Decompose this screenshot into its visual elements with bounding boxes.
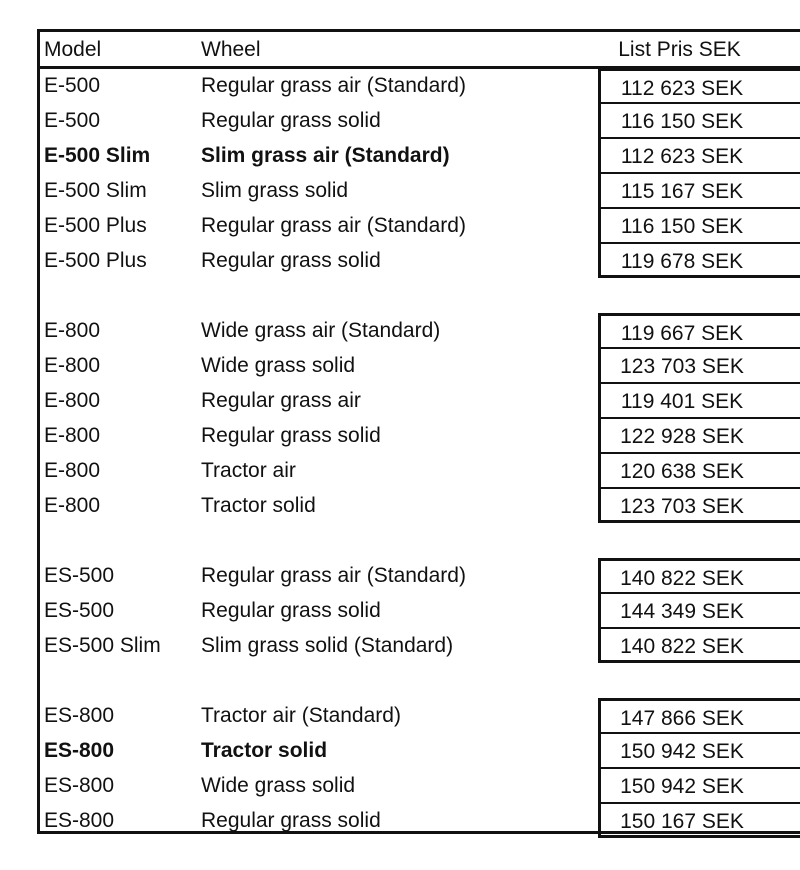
table-row — [40, 628, 800, 663]
wheel-cell: Regular grass air (Standard) — [201, 564, 466, 587]
table-row — [40, 208, 800, 243]
table-row — [40, 488, 800, 523]
wheel-cell: Slim grass solid — [201, 179, 349, 202]
model-cell: E-800 — [44, 424, 101, 447]
wheel-cell: Regular grass air (Standard) — [201, 74, 466, 97]
price-cell: 140 822 SEK — [598, 558, 800, 593]
table-row — [40, 138, 800, 173]
wheel-cell: Regular grass solid — [201, 109, 381, 132]
model-cell: ES-800 — [44, 739, 115, 762]
model-cell: E-800 — [44, 389, 101, 412]
wheel-cell: Regular grass solid — [201, 809, 381, 832]
header-model: Model — [44, 38, 102, 61]
table-row — [40, 243, 800, 278]
price-cell: 119 401 SEK — [598, 383, 800, 418]
price-cell: 150 167 SEK — [598, 803, 800, 838]
price-cell: 123 703 SEK — [598, 488, 800, 523]
model-cell: E-500 Slim — [44, 144, 151, 167]
price-cell: 147 866 SEK — [598, 698, 800, 733]
model-cell: ES-500 — [44, 564, 115, 587]
price-cell: 116 150 SEK — [598, 103, 800, 138]
header-price: List Pris SEK — [618, 38, 741, 61]
model-cell: ES-800 — [44, 809, 115, 832]
wheel-cell: Tractor air (Standard) — [201, 704, 401, 727]
wheel-cell: Regular grass solid — [201, 599, 381, 622]
model-cell: E-500 — [44, 74, 101, 97]
wheel-cell: Regular grass solid — [201, 249, 381, 272]
table-row — [40, 453, 800, 488]
wheel-cell: Tractor solid — [201, 494, 316, 517]
header-wheel: Wheel — [201, 38, 261, 61]
price-cell: 123 703 SEK — [598, 348, 800, 383]
table-row — [40, 418, 800, 453]
model-cell: E-500 Plus — [44, 214, 147, 237]
model-cell: E-800 — [44, 354, 101, 377]
price-cell: 140 822 SEK — [598, 628, 800, 663]
model-cell: E-800 — [44, 459, 101, 482]
price-cell: 115 167 SEK — [598, 173, 800, 208]
table-header-row — [40, 32, 800, 67]
price-cell: 119 678 SEK — [598, 243, 800, 278]
wheel-cell: Tractor solid — [201, 739, 328, 762]
model-cell: E-500 Slim — [44, 179, 147, 202]
model-cell: ES-800 — [44, 704, 115, 727]
wheel-cell: Wide grass air (Standard) — [201, 319, 441, 342]
table-row — [40, 173, 800, 208]
wheel-cell: Tractor air — [201, 459, 296, 482]
model-cell: E-800 — [44, 319, 101, 342]
price-cell: 112 623 SEK — [598, 138, 800, 173]
wheel-cell: Wide grass solid — [201, 774, 356, 797]
price-cell: 150 942 SEK — [598, 768, 800, 803]
wheel-cell: Regular grass air — [201, 389, 361, 412]
table-row — [40, 313, 800, 348]
table-row — [40, 348, 800, 383]
table-row — [40, 383, 800, 418]
table-row — [40, 68, 800, 103]
wheel-cell: Wide grass solid — [201, 354, 356, 377]
price-cell: 150 942 SEK — [598, 733, 800, 768]
price-cell: 119 667 SEK — [598, 313, 800, 348]
table-row — [40, 698, 800, 733]
wheel-cell: Slim grass solid (Standard) — [201, 634, 454, 657]
table-row — [40, 733, 800, 768]
price-cell: 112 623 SEK — [598, 68, 800, 103]
table-row — [40, 593, 800, 628]
model-cell: E-500 — [44, 109, 101, 132]
model-cell: ES-500 Slim — [44, 634, 161, 657]
price-cell: 144 349 SEK — [598, 593, 800, 628]
model-cell: E-500 Plus — [44, 249, 147, 272]
model-cell: ES-500 — [44, 599, 115, 622]
price-cell: 122 928 SEK — [598, 418, 800, 453]
table-row — [40, 558, 800, 593]
model-cell: ES-800 — [44, 774, 115, 797]
price-cell: 116 150 SEK — [598, 208, 800, 243]
table-row — [40, 768, 800, 803]
wheel-cell: Slim grass air (Standard) — [201, 144, 450, 167]
table-row — [40, 103, 800, 138]
wheel-cell: Regular grass air (Standard) — [201, 214, 466, 237]
table-row — [40, 803, 800, 838]
price-cell: 120 638 SEK — [598, 453, 800, 488]
wheel-cell: Regular grass solid — [201, 424, 381, 447]
price-table — [37, 29, 800, 834]
model-cell: E-800 — [44, 494, 101, 517]
